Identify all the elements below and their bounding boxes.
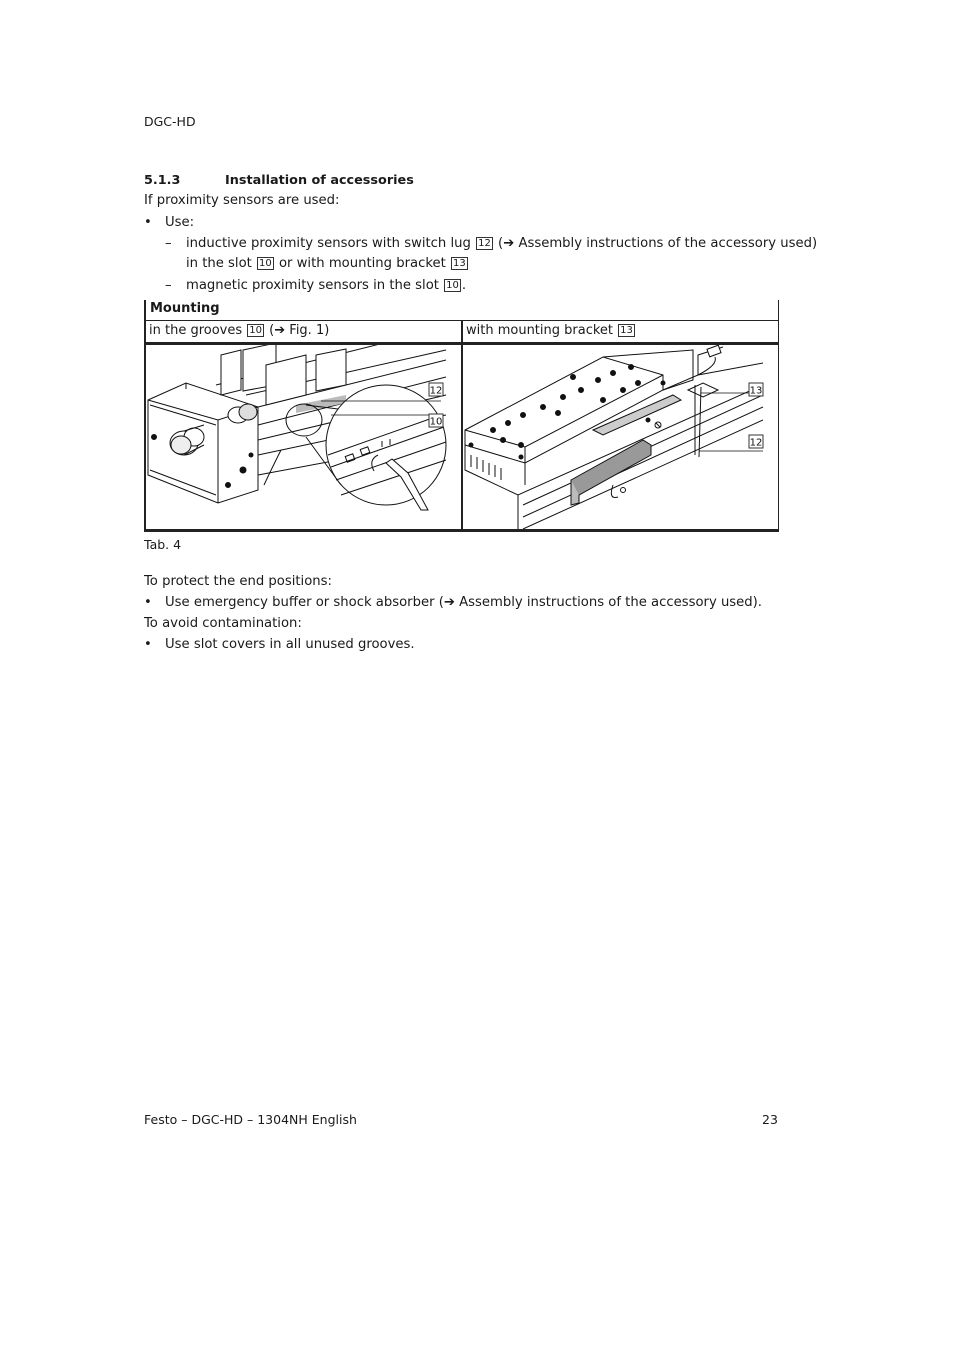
section-title: Installation of accessories bbox=[225, 173, 414, 188]
table-caption: Tab. 4 bbox=[144, 537, 182, 552]
dash-item-magnetic-text bbox=[186, 278, 466, 293]
protect-text-1: Use emergency buffer or shock absorber ( bbox=[165, 595, 444, 610]
figure-groove-mounting bbox=[146, 345, 461, 529]
svg-text:10: 10 bbox=[429, 416, 443, 428]
fig2-callout-13 bbox=[749, 383, 763, 397]
figure-bracket-mounting bbox=[463, 345, 777, 529]
col1-header bbox=[149, 323, 329, 338]
contam-bullet-text: Use slot covers in all unused grooves. bbox=[165, 637, 415, 652]
ref-box-13: 13 bbox=[453, 258, 466, 269]
svg-text:12: 12 bbox=[749, 437, 763, 449]
bullet-use bbox=[144, 215, 195, 230]
paren: ( bbox=[269, 323, 275, 338]
dash-item-inductive-line1 bbox=[186, 236, 817, 251]
dash1-text: inductive proximity sensors with switch lug bbox=[186, 236, 471, 251]
contam-bullet bbox=[144, 637, 415, 652]
paren: ( bbox=[498, 236, 504, 251]
footer-text: Festo – DGC-HD – 1304NH English bbox=[144, 1112, 357, 1127]
contam-heading: To avoid contamination: bbox=[144, 616, 302, 631]
section-number: 5.1.3 bbox=[144, 173, 181, 188]
ref-box-10: 10 bbox=[259, 258, 272, 269]
dash2-text: magnetic proximity sensors in the slot bbox=[186, 278, 439, 293]
dash-item-magnetic bbox=[165, 278, 467, 293]
fig2-callout-12 bbox=[749, 435, 763, 449]
col2-header bbox=[466, 323, 636, 338]
intro-text: If proximity sensors are used: bbox=[144, 193, 340, 208]
dash1-slot-text: in the slot bbox=[186, 256, 252, 271]
arrow-icon: ➔ bbox=[274, 323, 286, 338]
table-heading: Mounting bbox=[150, 301, 220, 316]
arrow-icon: ➔ bbox=[443, 595, 455, 610]
col2-text: with mounting bracket bbox=[466, 323, 614, 338]
svg-text:13: 13 bbox=[749, 385, 763, 397]
ref-box-13: 13 bbox=[620, 325, 633, 336]
fig1-callout-10 bbox=[429, 414, 443, 428]
fig1-callout-12 bbox=[429, 383, 443, 397]
ref-box-12: 12 bbox=[478, 238, 491, 249]
svg-text:12: 12 bbox=[429, 385, 443, 397]
protect-bullet bbox=[144, 595, 762, 610]
bullet-use-text: Use: bbox=[165, 215, 195, 230]
ref-box-10: 10 bbox=[249, 325, 263, 336]
running-header: DGC-HD bbox=[144, 114, 196, 129]
mounting-table bbox=[144, 300, 779, 532]
protect-bullet-text bbox=[165, 595, 762, 610]
dash-mark: – bbox=[165, 278, 172, 293]
bullet-dot: • bbox=[144, 215, 152, 230]
protect-heading: To protect the end positions: bbox=[144, 574, 332, 589]
period: . bbox=[461, 278, 467, 293]
bullet-dot: • bbox=[144, 637, 152, 652]
dash-item-inductive bbox=[165, 236, 818, 251]
bullet-dot: • bbox=[144, 595, 152, 610]
dash1-bracket-text: or with mounting bracket bbox=[278, 256, 446, 271]
dash-item-inductive-line2 bbox=[186, 256, 469, 271]
fig-ref: Fig. 1) bbox=[289, 323, 330, 338]
protect-text-2: Assembly instructions of the accessory used). bbox=[459, 595, 762, 610]
dash1-ref-text: Assembly instructions of the accessory used) bbox=[518, 236, 818, 251]
col1-text: in the grooves bbox=[149, 323, 243, 338]
arrow-icon: ➔ bbox=[503, 236, 515, 251]
ref-box-10: 10 bbox=[446, 280, 459, 291]
dash-mark: – bbox=[165, 236, 172, 251]
page-number: 23 bbox=[762, 1112, 778, 1127]
